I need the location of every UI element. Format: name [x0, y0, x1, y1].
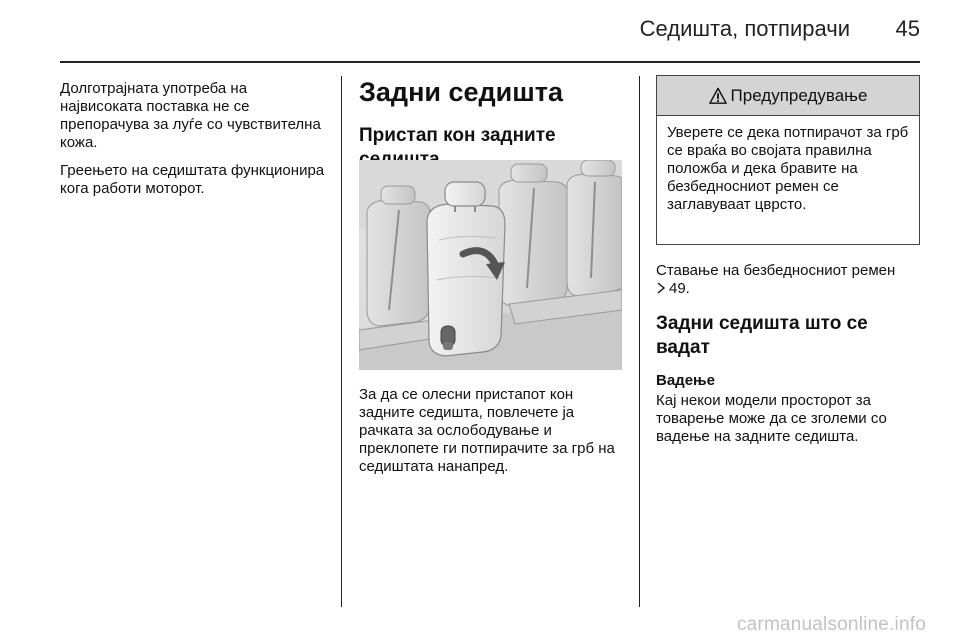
- cross-reference-page: 49.: [669, 280, 690, 297]
- left-column: [60, 80, 332, 198]
- warning-text: Уверете се дека потпирачот за грб се враќа во својата правилна положба и дека бравите на безбедносниот ремен се заглавуваат цврсто.: [667, 124, 909, 213]
- warning-triangle-icon: [709, 87, 727, 105]
- rear-seats-illustration: [359, 160, 622, 370]
- paragraph-removal: Кај некои модели просторот за товарење може да се зголеми со вадење на задните седишта.: [656, 392, 887, 445]
- middle-caption-column: [359, 386, 624, 476]
- section-heading-rear-seats: Задни седишта: [359, 77, 563, 107]
- belt-note-text: Ставање на безбедносниот ремен: [656, 262, 896, 279]
- figure-caption: За да се олесни пристапот кон задните седишта, повлечете ја рачката за ослободување и преклопете ги потпирачите за грб на седиштата нанапред.: [359, 386, 615, 475]
- right-column: [656, 262, 924, 446]
- column-divider-right: [639, 76, 640, 607]
- paragraph-heating-warning: Долготрајната употреба на највисоката поставка не се препорачува за луѓе со чувствителна кожа.: [60, 80, 321, 151]
- watermark: carmanualsonline.info: [736, 614, 926, 635]
- seat-release-handle-icon: [441, 326, 455, 350]
- paragraph-heating-engine: Греењето на седиштата функционира кога работи моторот.: [60, 162, 325, 197]
- section-heading-removable-seats: Задни седишта што се вадат: [656, 313, 868, 358]
- subheading-access: Пристап кон задните: [359, 125, 556, 146]
- cross-reference-icon: [656, 282, 666, 294]
- page-number: 45: [895, 16, 920, 41]
- warning-title: Предупредување: [730, 85, 868, 105]
- running-header-title: Седишта, потпирачи: [639, 16, 850, 41]
- warning-header: [657, 76, 919, 116]
- subsection-heading-removal: Вадење: [656, 372, 715, 389]
- middle-column: [359, 76, 624, 172]
- column-divider-left: [341, 76, 342, 607]
- belt-note: [656, 262, 924, 298]
- header-rule: [60, 61, 920, 63]
- warning-box: [656, 75, 920, 245]
